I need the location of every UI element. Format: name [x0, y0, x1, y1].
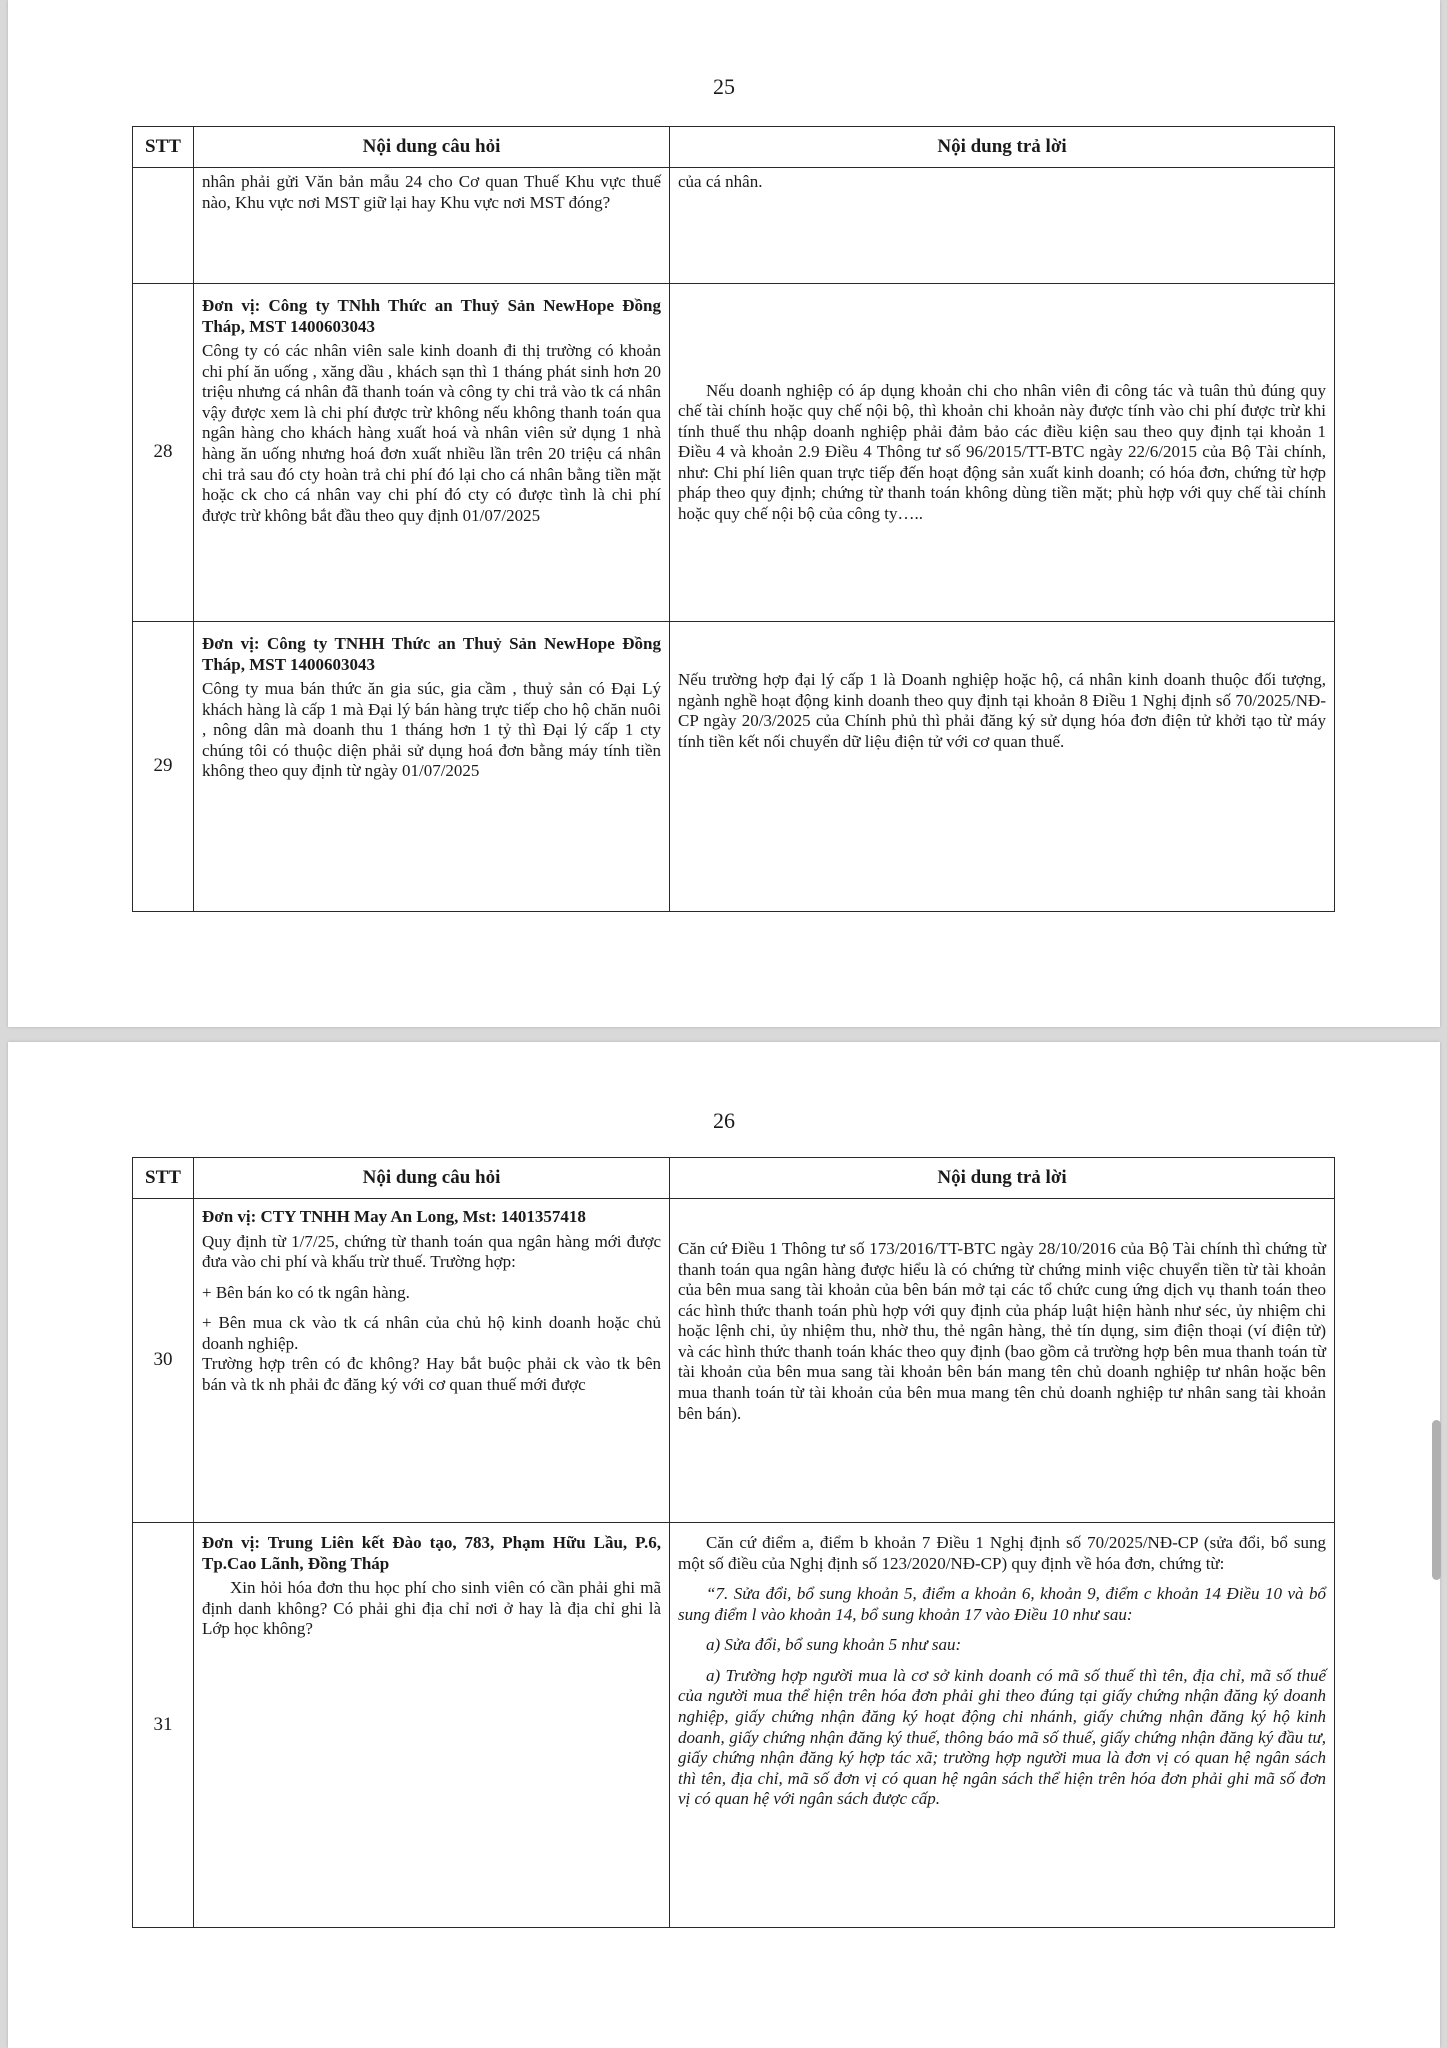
header-question: Nội dung câu hỏi [194, 1158, 670, 1199]
question-text: Quy định từ 1/7/25, chứng từ thanh toán qua ngân hàng mới được đưa vào chi phí và khấu trừ thuế. Trường hợp: [202, 1231, 661, 1272]
qa-table [132, 1157, 1335, 1928]
question-text: Trường hợp trên có đc không? Hay bắt buộc phải ck vào tk bên bán và tk nh phải đc đăng ký với cơ quan thuế mới được [202, 1354, 661, 1394]
header-answer: Nội dung trả lời [670, 1158, 1335, 1199]
page-number: 26 [713, 1108, 735, 1133]
header-answer: Nội dung trả lời [670, 127, 1335, 168]
question-text: nhân phải gửi Văn bản mẫu 24 cho Cơ quan Thuế Khu vực thuế nào, Khu vực nơi MST giữ lại hay Khu vực nơi MST đóng? [202, 172, 661, 212]
stt-cell: 30 [133, 1199, 194, 1523]
answer-text: a) Trường hợp người mua là cơ sở kinh doanh có mã số thuế thì tên, địa chỉ, mã số thuế của người mua thể hiện trên hóa đơn phải ghi theo đúng tại giấy chứng nhận đăng ký doanh nghiệp, giấy chứng nhận đăng ký hoạt động chi nhánh, giấy chứng nhận đăng ký hộ kinh doanh, giấy chứng nhận đăng ký thuế, thông báo mã số thuế, giấy chứng nhận đăng ký đầu tư, giấy chứng nhận đăng ký hợp tác xã; trường hợp người mua là đơn vị có quan hệ ngân sách thì tên, địa chỉ, mã số đơn vị có quan hệ ngân sách thể hiện trên hóa đơn phải ghi mã số đơn vị có quan hệ với ngân sách được cấp. [678, 1665, 1326, 1809]
answer-text: “7. Sửa đổi, bổ sung khoản 5, điểm a khoản 6, khoản 9, điểm c khoản 14 Điều 10 và bổ sung điểm l vào khoản 14, bổ sung khoản 17 vào Điều 10 như sau: [678, 1584, 1326, 1624]
unit-name: Đơn vị: Công ty TNHH Thức an Thuỷ Sản NewHope Đồng Tháp, MST 1400603043 [202, 634, 661, 674]
question-cell [194, 1523, 670, 1928]
question-cell [194, 622, 670, 912]
answer-cell [670, 622, 1335, 912]
question-cell [194, 284, 670, 622]
qa-table [132, 126, 1335, 912]
stt-cell [133, 168, 194, 284]
question-text: Xin hỏi hóa đơn thu học phí cho sinh viên có cần phải ghi mã định danh không? Có phải ghi địa chỉ nơi ở hay là địa chỉ ghi là Lớp học không? [202, 1578, 661, 1639]
question-text: Công ty có các nhân viên sale kinh doanh đi thị trường có khoản chi phí ăn uống , xăng dầu , khách sạn thì 1 tháng phát sinh hơn 20 triệu nhưng cá nhân đã thanh toán và công ty chi trả vào tk cá nhân vậy được xem là chi phí được trừ không nếu không thanh toán qua ngân hàng cho khách hàng xuất hoá và nhân viên sử dụng 1 nhà hàng ăn uống nhưng hoá đơn xuất nhiều lần trên 20 triệu cá nhân chi trả sau đó cty hoàn trả chi phí đó lại cho cá nhân bằng tiền mặt hoặc ck cho cá nhân vay chi phí đó cty có được tình là chi phí được trừ không bắt đầu theo quy định 01/07/2025 [202, 341, 661, 525]
question-text: + Bên bán ko có tk ngân hàng. [202, 1282, 410, 1302]
question-cell [194, 168, 670, 284]
answer-text: Căn cứ Điều 1 Thông tư số 173/2016/TT-BTC ngày 28/10/2016 của Bộ Tài chính thì chứng từ thanh toán qua ngân hàng được hiểu là có chứng từ chứng minh việc chuyển tiền từ tài khoản của bên mua sang tài khoản của bên bán mở tại các tổ chức cung ứng dịch vụ thanh toán theo các hình thức thanh toán phù hợp với quy định của pháp luật hiện hành như séc, ủy nhiệm chi hoặc lệnh chi, ủy nhiệm thu, nhờ thu, thẻ ngân hàng, thẻ tín dụng, sim điện thoại (ví điện tử) và các hình thức thanh toán khác theo quy định (bao gồm cả trường hợp bên mua thanh toán từ tài khoản của bên mua sang tài khoản bên bán mang tên chủ doanh nghiệp tư nhân hoặc bên mua thanh toán từ tài khoản của bên mua mang tên chủ doanh nghiệp tư nhân sang tài khoản bên bán). [678, 1239, 1326, 1423]
header-stt: STT [133, 1158, 194, 1199]
document-page-26 [8, 1042, 1440, 2048]
header-stt: STT [133, 127, 194, 168]
answer-cell [670, 1199, 1335, 1523]
unit-name: Đơn vị: CTY TNHH May An Long, Mst: 1401357418 [202, 1207, 586, 1226]
table-row [133, 1523, 1335, 1928]
header-question: Nội dung câu hỏi [194, 127, 670, 168]
scrollbar-thumb[interactable] [1432, 1420, 1441, 1580]
answer-text: của cá nhân. [678, 172, 763, 191]
question-text: + Bên mua ck vào tk cá nhân của chủ hộ kinh doanh hoặc chủ doanh nghiệp. [202, 1313, 661, 1353]
stt-cell: 28 [133, 284, 194, 622]
answer-text: Căn cứ điểm a, điểm b khoản 7 Điều 1 Nghị định số 70/2025/NĐ-CP (sửa đổi, bổ sung một số điều của Nghị định số 123/2020/NĐ-CP) quy định về hóa đơn, chứng từ: [678, 1533, 1326, 1573]
answer-cell [670, 284, 1335, 622]
table-header-row [133, 127, 1335, 168]
table-row [133, 622, 1335, 912]
document-page-25 [8, 0, 1440, 1027]
table-row [133, 1199, 1335, 1523]
unit-name: Đơn vị: Trung Liên kết Đào tạo, 783, Phạm Hữu Lầu, P.6, Tp.Cao Lãnh, Đồng Tháp [202, 1533, 661, 1573]
answer-text: Nếu trường hợp đại lý cấp 1 là Doanh nghiệp hoặc hộ, cá nhân kinh doanh thuộc đối tượng, ngành nghề hoạt động kinh doanh theo quy định tại khoản 8 Điều 1 Nghị định số 70/2025/NĐ-CP ngày 20/3/2025 của Chính phủ thì phải đăng ký sử dụng hóa đơn điện tử khởi tạo từ máy tính tiền kết nối chuyển dữ liệu điện tử với cơ quan thuế. [678, 670, 1326, 751]
stt-cell: 29 [133, 622, 194, 912]
table-header-row [133, 1158, 1335, 1199]
question-cell [194, 1199, 670, 1523]
answer-text: a) Sửa đổi, bổ sung khoản 5 như sau: [706, 1635, 962, 1655]
table-row [133, 284, 1335, 622]
answer-cell [670, 168, 1335, 284]
table-row [133, 168, 1335, 284]
unit-name: Đơn vị: Công ty TNhh Thức an Thuỷ Sản NewHope Đồng Tháp, MST 1400603043 [202, 296, 661, 336]
stt-cell: 31 [133, 1523, 194, 1928]
answer-text: Nếu doanh nghiệp có áp dụng khoản chi cho nhân viên đi công tác và tuân thủ đúng quy chế tài chính hoặc quy chế nội bộ, thì khoản chi khoản này được tính vào chi phí được trừ khi tính thuế thu nhập doanh nghiệp phải đảm bảo các điều kiện sau theo quy định tại khoản 1 Điều 4 và khoản 2.9 Điều 4 Thông tư số 96/2015/TT-BTC ngày 22/6/2015 của Bộ Tài chính, như: Chi phí liên quan trực tiếp đến hoạt động sản xuất kinh doanh; có hóa đơn, chứng từ hợp pháp theo quy định; chứng từ thanh toán không dùng tiền mặt; phù hợp với quy chế tài chính hoặc quy chế nội bộ của công ty….. [678, 380, 1326, 523]
page-number: 25 [713, 74, 735, 99]
answer-cell [670, 1523, 1335, 1928]
question-text: Công ty mua bán thức ăn gia súc, gia cầm , thuỷ sản có Đại Lý khách hàng là cấp 1 mà Đại lý bán hàng trực tiếp cho hộ chăn nuôi , nông dân mà doanh thu 1 tháng hơn 1 tỷ thì Đại lý cấp 1 cty chúng tôi có thuộc diện phải sử dụng hoá đơn bằng máy tính tiền không theo quy định từ ngày 01/07/2025 [202, 679, 661, 781]
